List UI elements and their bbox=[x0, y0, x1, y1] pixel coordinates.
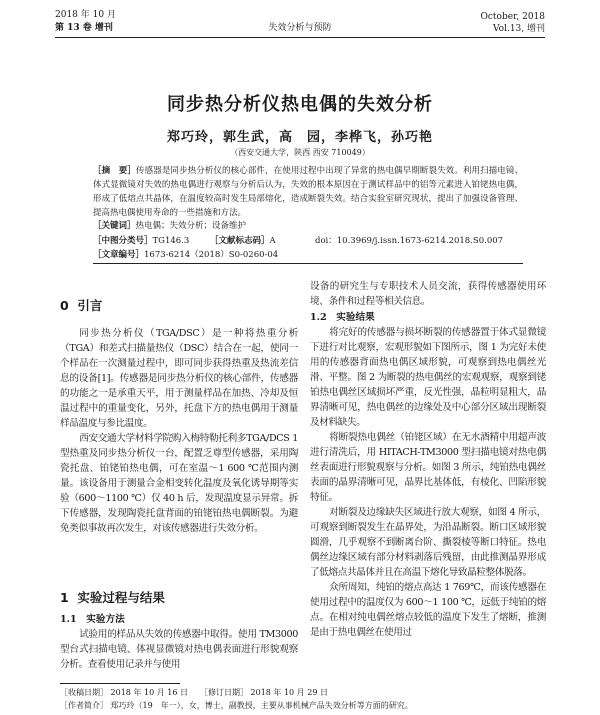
section-1-heading bbox=[60, 588, 165, 606]
left-column-methods bbox=[60, 627, 298, 672]
abstract bbox=[93, 164, 523, 220]
results-paragraph-3: 对断裂及边缘缺失区域进行放大观察，如图 4 所示，可观察到断裂发生在晶界处，为沿晶断裂。断口区域形貌圆滑，几乎观察不到断离台阶、撕裂棱等断口特征。热电偶丝边缘区域有部分材料剥落后残留，由此推测晶界形成了低熔点共晶体并且在高温下熔化导致晶粒整体脱落。 bbox=[310, 507, 546, 578]
section-1-number: 1 bbox=[60, 590, 69, 605]
section-0-heading bbox=[60, 296, 102, 314]
clc-value: TG146.3 bbox=[152, 236, 190, 246]
received-dates: ［收稿日期］ 2018 年 10 月 16 日 ［修订日期］ 2018 年 10 月 29 日 bbox=[60, 688, 328, 697]
abstract-text: 传感器是同步热分析仪的核心部件，在使用过程中出现了异常的热电偶早期断裂失效。利用扫描电镜、体式显微镜对失效的热电偶进行观察与分析后认为，失效的根本原因在于测试样品中的铝等元素进入铂铑热电偶，形成了低熔点共晶体，在温度较高时发生局部熔化，造成断裂失效。结合实验室研究现状，提出了加强设备管理、提高热电偶使用寿命的一些措施和方法。 bbox=[93, 166, 523, 218]
abstract-label: ［摘 要］ bbox=[93, 166, 137, 176]
right-continuation: 设备的研究生与专职技术人员交流，获得传感器使用环境、条件和过程等相关信息。 bbox=[310, 281, 546, 307]
keywords bbox=[93, 220, 523, 233]
subsection-1-2: 1.2 实验结果 bbox=[310, 312, 375, 323]
section-0-title: 引言 bbox=[77, 298, 103, 313]
footnote-rule bbox=[60, 683, 180, 684]
doc-code-label: ［文献标志码］ bbox=[210, 236, 270, 246]
author-bio: ［作者简介］ 郑巧玲（19 年一），女，博士，副教授，主要从事机械产品失效分析等方面的研究。 bbox=[60, 701, 413, 710]
section-0-number: 0 bbox=[60, 298, 69, 313]
methods-paragraph: 试验用的样品从失效的传感器中取得。使用 TM3000 型台式扫描电镜、体视显微镜对热电偶表面进行形貌观察分析。查看使用记录并与使用 bbox=[60, 629, 298, 670]
header-volume: 第 13 卷 增刊 bbox=[55, 23, 113, 33]
clc-label: ［中图分类号］ bbox=[93, 236, 153, 246]
left-column-intro bbox=[60, 326, 298, 536]
affiliation: （西安交通大学，陕西 西安 710049） bbox=[230, 148, 370, 157]
doi: doi：10.3969/j.issn.1673-6214.2018.S0.007 bbox=[315, 236, 504, 246]
intro-paragraph-1: 同步热分析仪（TGA/DSC）是一种将热重分析（TGA）和差式扫描量热仪（DSC）结合在一起，使同一个样品在一次测量过程中，即可同步获得热重及热流差信息的设备[1]。传感器是同步热分析仪的核心部件，传感器的功能之一是承重天平，用于测量样品在加热、冷却及恒温过程中的重量变化，另外，托盘下方的热电偶用于测量样品温度与参比温度。 bbox=[60, 328, 298, 429]
abstract-rule bbox=[93, 263, 523, 264]
results-paragraph-2: 将断裂热电偶丝（铂铑区域）在无水酒精中用超声波进行清洗后，用 HITACH-TM3000 型扫描电镜对热电偶丝表面进行形貌观察与分析。如图 3 所示，纯铂热电偶丝表面的晶界清晰可见，晶界比基体低，有棱化、凹陷形貌特征。 bbox=[310, 432, 546, 503]
keywords-text: 热电偶；失效分析；设备维护 bbox=[135, 221, 247, 231]
article-no-value: 1673-6214（2018）S0-0260-04 bbox=[144, 250, 279, 260]
doc-code-row bbox=[210, 235, 276, 248]
intro-paragraph-2: 西安交通大学材料学院购入梅特勒托利多TGA/DCS 1 型热重及同步热分析仪一台，配置乏尊型传感器，采用陶瓷托盘、铂铑铂热电偶，可在室温～1 600 ℃范围内测量。该设备用于测量合金相变转化温度及氧化诱导期等实验（600～1100 ℃）仅 40 h 后，发现温度显示异常。拆下传感器，发现陶瓷托盘背面的铂铑铂热电偶断裂。为避免类似事故再次发生，对该传感器进行失效分析。 bbox=[60, 433, 298, 534]
article-no-row bbox=[93, 249, 278, 262]
header-date: 2018 年 10 月 bbox=[55, 10, 116, 20]
right-column bbox=[310, 279, 546, 640]
section-1-title: 实验过程与结果 bbox=[77, 590, 165, 605]
author-list: 郑巧玲，郭生武，高 园，李桦飞，孙巧艳 bbox=[166, 130, 433, 145]
article-no-label: ［文章编号］ bbox=[93, 250, 145, 260]
clc-row bbox=[93, 235, 189, 248]
header-date-en: October, 2018 bbox=[480, 12, 545, 22]
results-paragraph-1: 将完好的传感器与损坏断裂的传感器置于体式显微镜下进行对比观察，宏观形貌如下图所示，图 1 为完好未使用的传感器背面热电偶区域形貌，可观察到热电偶丝光滑、平整。图 2 为断裂的热电偶丝的宏观观察，观察到铑铂热电偶丝区域损坏严重，反光性强，晶粒明显粗大，晶界清晰可见，热电偶丝的边缘处及中心部分区域出现断裂及材料缺失。 bbox=[310, 327, 546, 428]
keywords-label: ［关键词］ bbox=[93, 221, 136, 231]
results-paragraph-4: 众所周知，纯铂的熔点高达 1 769℃，而该传感器在使用过程中的温度仅为 600～1 100 ℃，远低于纯铂的熔点。在相对纯电偶丝熔点较低的温度下发生了熔断，推测是由于热电偶丝在使用过 bbox=[310, 582, 546, 638]
page-title: 同步热分析仪热电偶的失效分析 bbox=[167, 94, 433, 115]
header-journal: 失效分析与预防 bbox=[268, 23, 332, 33]
doc-code-value: A bbox=[269, 236, 276, 246]
header-volume-en: Vol.13, 增刊 bbox=[492, 24, 545, 34]
subsection-1-1: 1.1 实验方法 bbox=[60, 614, 125, 625]
header-rule bbox=[55, 37, 545, 38]
